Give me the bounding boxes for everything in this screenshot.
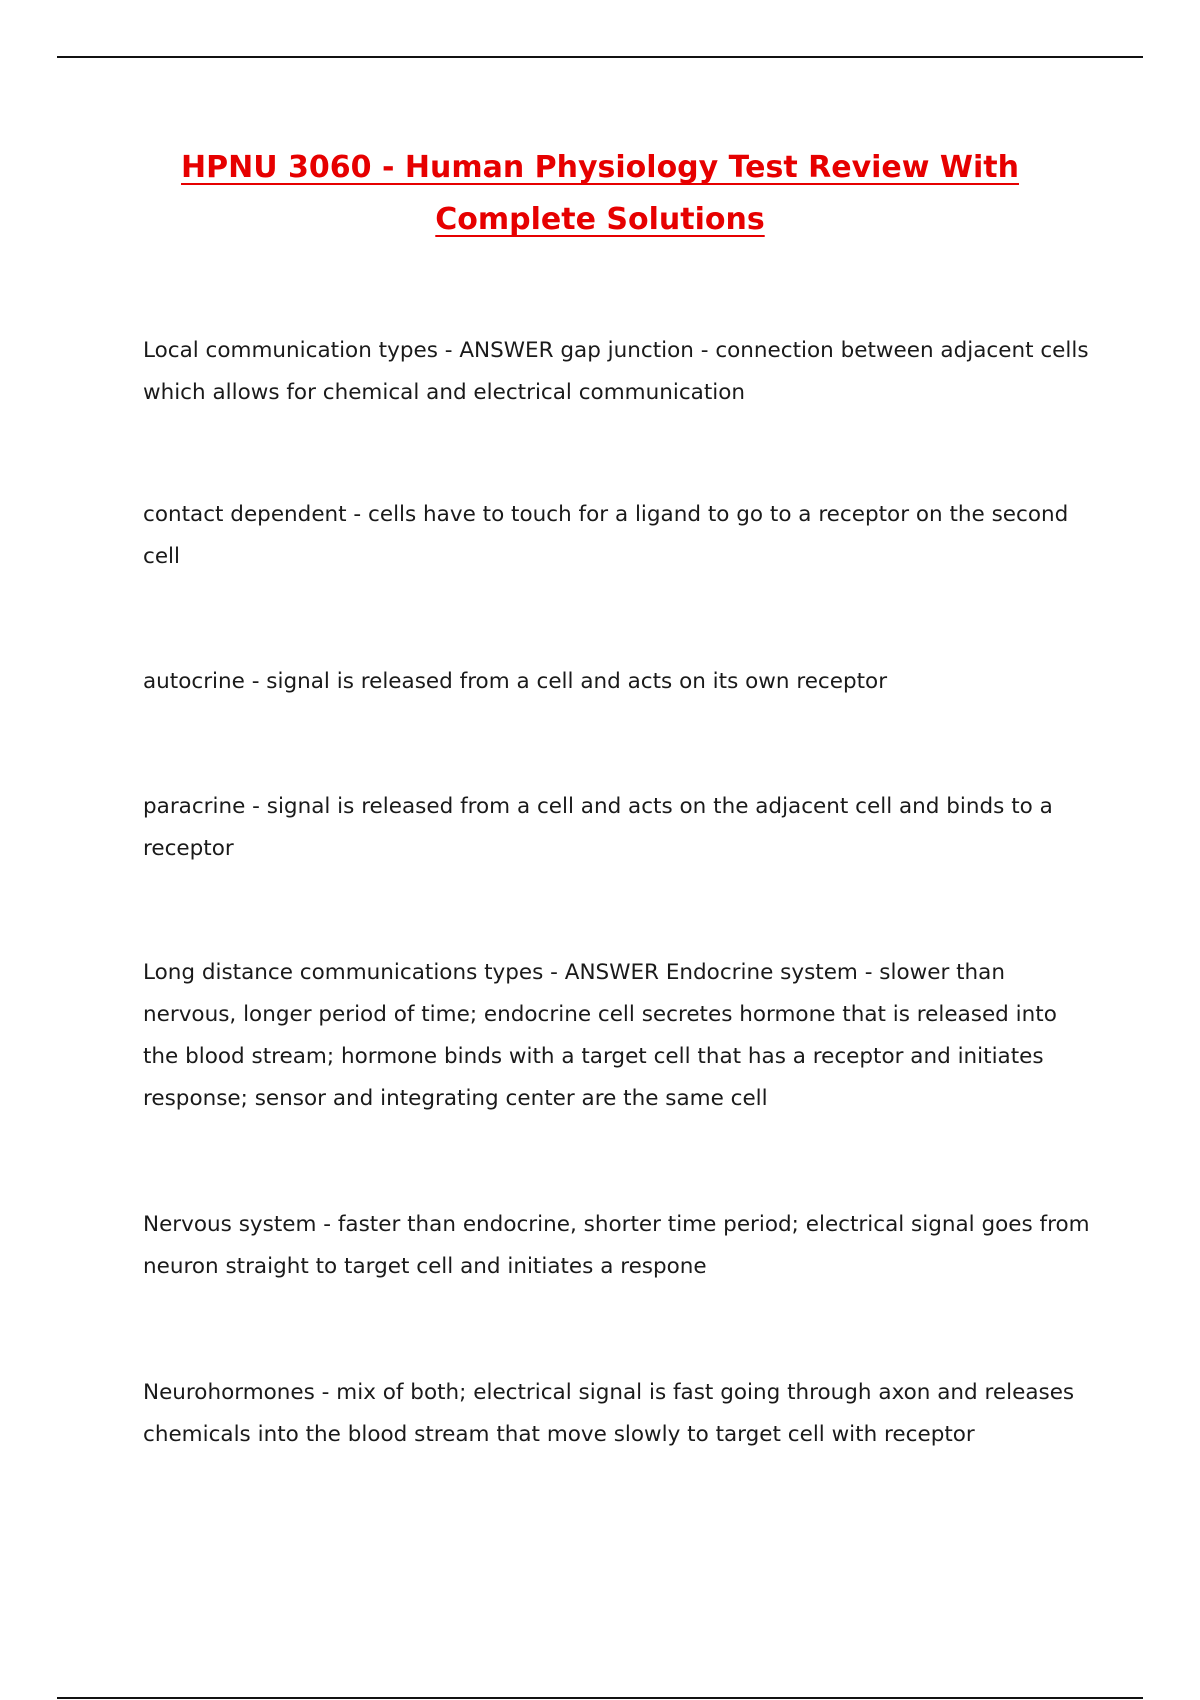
entry-contact-dependent: contact dependent - cells have to touch for a ligand to go to a receptor on the second cell xyxy=(143,502,1069,569)
entry-nervous-system: Nervous system - faster than endocrine, shorter time period; electrical signal goes from neuron straight to target cell and initiates a respone xyxy=(143,1212,1090,1279)
footer-rule xyxy=(57,1697,1143,1699)
document-title-line-1: HPNU 3060 - Human Physiology Test Review With xyxy=(181,150,1019,185)
entry-neurohormones: Neurohormones - mix of both; electrical signal is fast going through axon and releases chemicals into the blood stream that move slowly to target cell with receptor xyxy=(143,1380,1075,1447)
entry-local-communication: Local communication types - ANSWER gap junction - connection between adjacent cells which allows for chemical and electrical communication xyxy=(143,338,1089,405)
entry-autocrine: autocrine - signal is released from a cell and acts on its own receptor xyxy=(143,669,888,694)
entry-long-distance-communication: Long distance communications types - ANSWER Endocrine system - slower than nervous, longer period of time; endocrine cell secretes hormone that is released into the blood stream; hormone binds with a target cell that has a receptor and initiates response; sensor and integrating center are the same cell xyxy=(143,960,1057,1111)
document-title-line-2: Complete Solutions xyxy=(435,202,765,237)
entry-paracrine: paracrine - signal is released from a cell and acts on the adjacent cell and binds to a receptor xyxy=(143,794,1053,861)
